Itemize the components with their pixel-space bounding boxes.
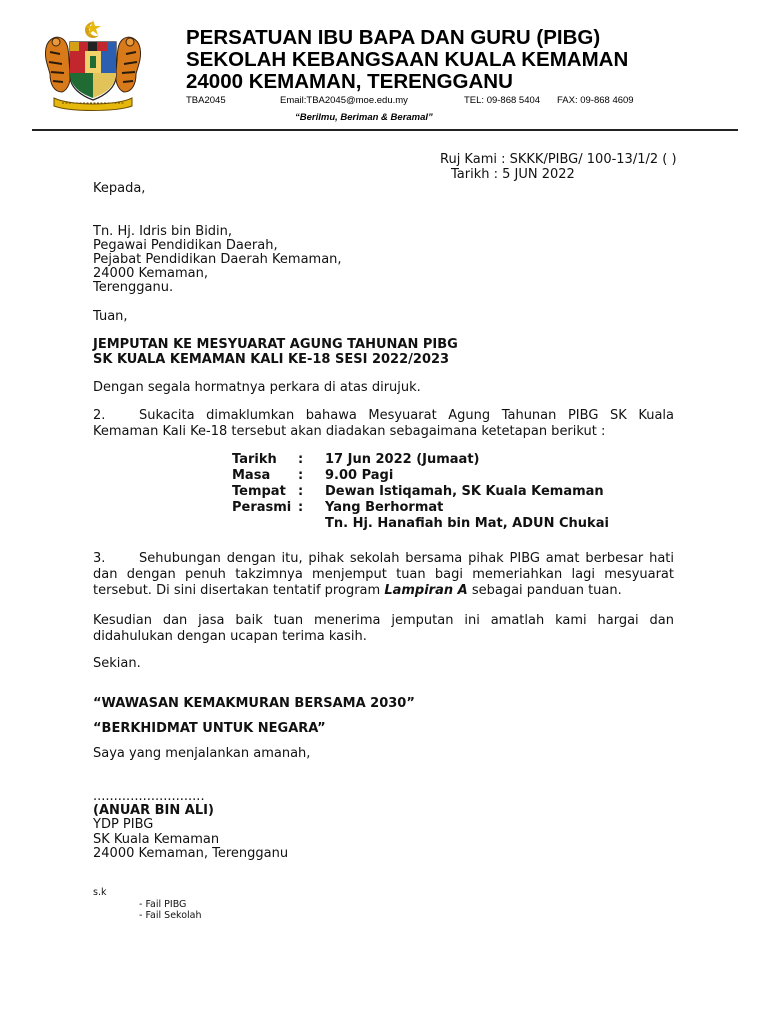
- detail-row-date: [232, 452, 609, 468]
- paragraph-4: Kesudian dan jasa baik tuan menerima jemputan ini amatlah kami hargai dan didahulukan dengan ucapan terima kasih.: [93, 613, 674, 644]
- detail-value: Dewan Istiqamah, SK Kuala Kemaman: [325, 484, 604, 499]
- malaysia-coat-of-arms-icon: [40, 18, 146, 114]
- detail-colon: :: [298, 452, 304, 467]
- subject-line-2: SK KUALA KEMAMAN KALI KE-18 SESI 2022/2023: [93, 352, 450, 367]
- slogan-2: “BERKHIDMAT UNTUK NEGARA”: [93, 721, 326, 736]
- closing: Sekian.: [93, 656, 141, 671]
- org-line-2: SEKOLAH KEBANGSAAN KUALA KEMAMAN: [186, 48, 629, 71]
- letter-date: Tarikh : 5 JUN 2022: [451, 167, 575, 182]
- paragraph-2-number: 2.: [93, 408, 106, 423]
- detail-value: Tn. Hj. Hanafiah bin Mat, ADUN Chukai: [325, 516, 609, 531]
- letterhead-divider: [32, 129, 738, 131]
- detail-value: 17 Jun 2022 (Jumaat): [325, 452, 480, 467]
- signatory-school: SK Kuala Kemaman: [93, 832, 220, 847]
- org-line-1: PERSATUAN IBU BAPA DAN GURU (PIBG): [186, 26, 601, 49]
- recipient-line-postcode: 24000 Kemaman,: [93, 266, 208, 281]
- signatory-address: 24000 Kemaman, Terengganu: [93, 846, 289, 861]
- reference-number: Ruj Kami : SKKK/PIBG/ 100-13/1/2 ( ): [440, 152, 677, 167]
- signature-line: ...........................: [93, 789, 205, 804]
- detail-label: Masa: [232, 468, 271, 483]
- detail-colon: :: [298, 500, 304, 515]
- fax-number: FAX: 09-868 4609: [557, 95, 634, 106]
- email-address: Email:TBA2045@moe.edu.my: [280, 95, 408, 106]
- attachment-reference: Lampiran A: [384, 583, 468, 598]
- detail-label: Tempat: [232, 484, 286, 499]
- organization-name: [186, 27, 628, 93]
- detail-value: 9.00 Pagi: [325, 468, 394, 483]
- detail-row-venue: [232, 484, 609, 500]
- paragraph-3-text-a: Sehubungan dengan itu, pihak sekolah bersama pihak PIBG amat berbesar hati dan dengan penuh takzimnya menjemput tuan bagi memeriahkan lagi mesyuarat tersebut. Di sini disertakan tentatif program: [93, 551, 674, 598]
- detail-label: Perasmi: [232, 500, 292, 515]
- signatory-name: (ANUAR BIN ALI): [93, 803, 214, 818]
- recipient-line-name: Tn. Hj. Idris bin Bidin,: [93, 224, 233, 239]
- paragraph-3: [93, 551, 674, 599]
- cc-label: s.k: [93, 887, 107, 898]
- paragraph-2: [93, 408, 674, 440]
- recipient-line-state: Terengganu.: [93, 280, 174, 295]
- detail-label: [232, 516, 298, 532]
- detail-colon: [298, 516, 325, 532]
- paragraph-3-text-b: sebagai panduan tuan.: [467, 583, 622, 598]
- cc-item-file-school: - Fail Sekolah: [139, 910, 202, 921]
- paragraph-3-number: 3.: [93, 551, 106, 566]
- detail-colon: :: [298, 468, 304, 483]
- detail-colon: :: [298, 484, 304, 499]
- subject-line-1: JEMPUTAN KE MESYUARAT AGUNG TAHUNAN PIBG: [93, 337, 458, 352]
- detail-row-time: [232, 468, 609, 484]
- signature-intro: Saya yang menjalankan amanah,: [93, 746, 311, 761]
- detail-row-officiator-name: [232, 516, 609, 532]
- school-code: TBA2045: [186, 95, 226, 106]
- salutation-to: Kepada,: [93, 181, 146, 196]
- cc-item-file-pibg: - Fail PIBG: [139, 899, 187, 910]
- org-line-3: 24000 KEMAMAN, TERENGGANU: [186, 70, 513, 93]
- paragraph-2-text: Sukacita dimaklumkan bahawa Mesyuarat Agung Tahunan PIBG SK Kuala Kemaman Kali Ke-18 tersebut akan diadakan sebagaimana ketetapan berikut :: [93, 408, 674, 439]
- paragraph-1: Dengan segala hormatnya perkara di atas dirujuk.: [93, 380, 421, 395]
- motto: “Berilmu, Beriman & Beramal”: [295, 112, 433, 123]
- greeting: Tuan,: [93, 309, 128, 324]
- signatory-title: YDP PIBG: [93, 817, 154, 832]
- detail-value: Yang Berhormat: [325, 500, 444, 515]
- detail-label: Tarikh: [232, 452, 277, 467]
- recipient-line-position: Pegawai Pendidikan Daerah,: [93, 238, 278, 253]
- telephone-number: TEL: 09-868 5404: [464, 95, 541, 106]
- slogan-1: “WAWASAN KEMAKMURAN BERSAMA 2030”: [93, 696, 415, 711]
- detail-row-officiator: [232, 500, 609, 516]
- recipient-line-office: Pejabat Pendidikan Daerah Kemaman,: [93, 252, 342, 267]
- meeting-details: [232, 452, 609, 532]
